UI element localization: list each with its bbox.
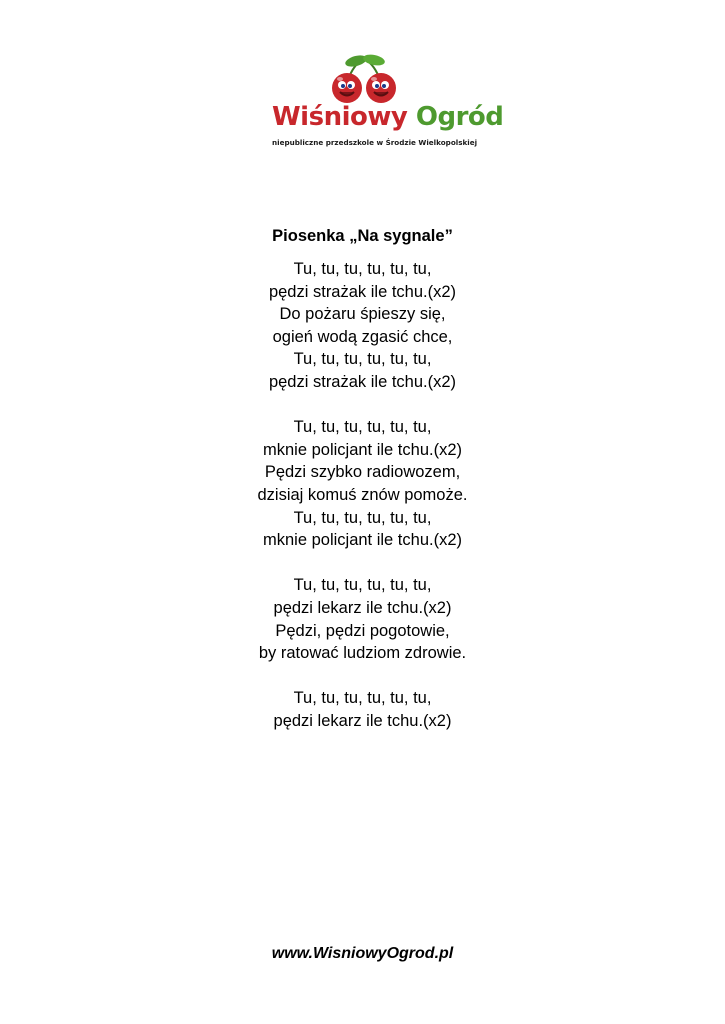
lyric-line: pędzi lekarz ile tchu.(x2) bbox=[273, 598, 452, 617]
lyric-line: pędzi strażak ile tchu.(x2) bbox=[268, 282, 457, 301]
logo bbox=[272, 54, 504, 152]
lyric-line: Pędzi, pędzi pogotowie, bbox=[275, 621, 450, 640]
logo-title-part1: Wiśniowy bbox=[272, 102, 408, 132]
lyric-line: Tu, tu, tu, tu, tu, tu, bbox=[293, 418, 432, 437]
stanza bbox=[0, 258, 725, 394]
lyric-line: Tu, tu, tu, tu, tu, tu, bbox=[293, 508, 432, 527]
logo-title bbox=[272, 102, 504, 132]
stanza bbox=[0, 416, 725, 552]
lyric-line: ogień wodą zgasić chce, bbox=[272, 327, 453, 346]
footer-website-link[interactable]: www.WisniowyOgrod.pl bbox=[271, 945, 454, 962]
lyric-line: pędzi strażak ile tchu.(x2) bbox=[268, 372, 457, 391]
lyrics bbox=[0, 258, 725, 755]
lyric-line: Tu, tu, tu, tu, tu, tu, bbox=[293, 260, 432, 278]
cherries-icon bbox=[328, 54, 400, 104]
lyric-line: Tu, tu, tu, tu, tu, tu, bbox=[293, 576, 432, 595]
lyric-line: pędzi lekarz ile tchu.(x2) bbox=[273, 711, 452, 730]
stanza bbox=[0, 574, 725, 664]
lyric-line: Do pożaru śpieszy się, bbox=[279, 305, 446, 324]
lyric-line: dzisiaj komuś znów pomoże. bbox=[257, 485, 468, 504]
lyric-line: Tu, tu, tu, tu, tu, tu, bbox=[293, 689, 432, 708]
lyric-line: Pędzi szybko radiowozem, bbox=[264, 463, 461, 482]
lyric-line: mknie policjant ile tchu.(x2) bbox=[263, 440, 462, 459]
stanza bbox=[0, 687, 725, 732]
song-title: Piosenka „Na sygnale” bbox=[272, 227, 453, 245]
lyric-line: mknie policjant ile tchu.(x2) bbox=[263, 531, 462, 550]
logo-subtitle: niepubliczne przedszkole w Środzie Wielkopolskiej bbox=[272, 138, 478, 147]
lyric-line: Tu, tu, tu, tu, tu, tu, bbox=[293, 350, 432, 369]
logo-title-part2: Ogród bbox=[415, 102, 504, 132]
lyric-line: by ratować ludziom zdrowie. bbox=[258, 644, 467, 663]
